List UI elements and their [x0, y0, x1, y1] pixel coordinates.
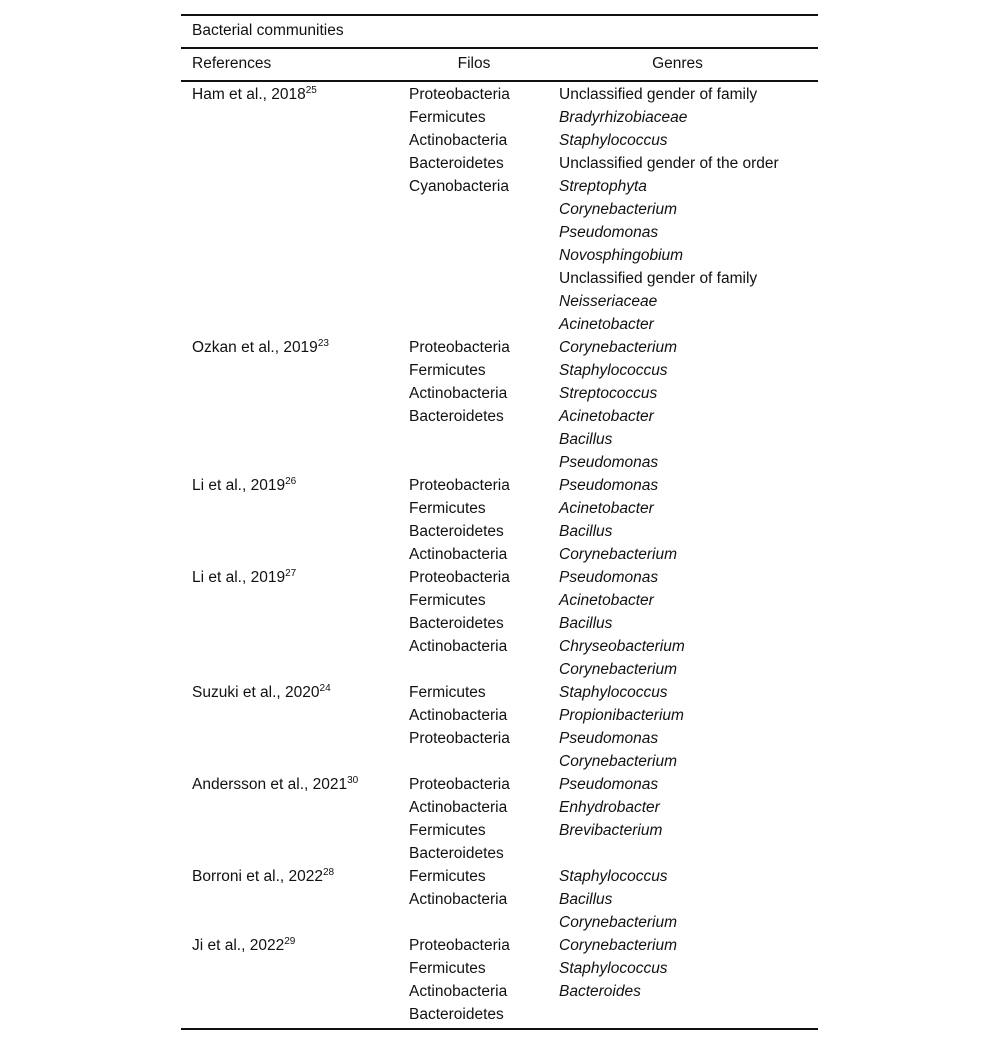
genres-cell: [559, 865, 818, 934]
genre-name: Pseudomonas: [559, 453, 659, 471]
filos-cell: [409, 566, 559, 658]
reference-superscript: 24: [319, 682, 331, 694]
reference-citation: [192, 934, 409, 957]
filos-cell: [409, 336, 559, 428]
genre-name: Novosphingobium: [559, 246, 684, 264]
genre-name: Acinetobacter: [559, 407, 654, 425]
filo-name: Fermicutes: [409, 867, 486, 885]
filo-name: Actinobacteria: [409, 982, 508, 1000]
genres-cell: [559, 474, 818, 566]
genre-name: Bacillus: [559, 522, 613, 540]
reference-citation: [192, 566, 409, 589]
genre-name: Streptococcus: [559, 384, 658, 402]
reference-text: Li et al., 2019: [192, 476, 286, 494]
filo-name: Actinobacteria: [409, 798, 508, 816]
reference-text: Li et al., 2019: [192, 568, 286, 586]
genre-name: Neisseriaceae: [559, 292, 658, 310]
table-row: [181, 566, 818, 681]
bacterial-communities-table: [181, 14, 818, 1030]
table-title: Bacterial communities: [192, 22, 344, 39]
genre-name: Brevibacterium: [559, 821, 663, 839]
reference-cell: [181, 83, 409, 106]
genre-name: Corynebacterium: [559, 660, 678, 678]
reference-citation: [192, 865, 409, 888]
reference-superscript: 27: [285, 567, 297, 579]
filo-name: Proteobacteria: [409, 568, 510, 586]
reference-cell: [181, 566, 409, 589]
reference-citation: [192, 474, 409, 497]
reference-cell: [181, 934, 409, 957]
filo-name: Actinobacteria: [409, 545, 508, 563]
reference-text: Ozkan et al., 2019: [192, 338, 318, 356]
reference-text: Borroni et al., 2022: [192, 867, 323, 885]
filo-name: Proteobacteria: [409, 476, 510, 494]
genre-name: Enhydrobacter: [559, 798, 660, 816]
genres-cell: [559, 83, 818, 336]
table-row: [181, 474, 818, 566]
genre-name: Corynebacterium: [559, 545, 678, 563]
reference-superscript: 23: [317, 337, 329, 349]
filo-name: Proteobacteria: [409, 936, 510, 954]
filo-name: Bacteroidetes: [409, 522, 504, 540]
genre-name: Staphylococcus: [559, 361, 668, 379]
filo-name: Fermicutes: [409, 361, 486, 379]
filo-name: Proteobacteria: [409, 338, 510, 356]
genre-name: Pseudomonas: [559, 223, 659, 241]
genre-name: Bacillus: [559, 614, 613, 632]
filo-name: Proteobacteria: [409, 775, 510, 793]
table-row: [181, 83, 818, 336]
reference-citation: [192, 773, 409, 796]
genre-name: Bacillus: [559, 430, 613, 448]
filo-name: Fermicutes: [409, 499, 486, 517]
filos-cell: [409, 934, 559, 1026]
genre-name: Bacteroides: [559, 982, 641, 1000]
genre-name: Pseudomonas: [559, 729, 659, 747]
genre-name: Streptophyta: [559, 177, 647, 195]
filo-name: Proteobacteria: [409, 729, 510, 747]
genre-name: Unclassified gender of family: [559, 85, 758, 103]
table-row: [181, 865, 818, 934]
column-header-filos: Filos: [457, 55, 491, 72]
reference-superscript: 30: [347, 774, 359, 786]
genre-name: Corynebacterium: [559, 200, 678, 218]
genre-name: Acinetobacter: [559, 591, 654, 609]
genre-name: Staphylococcus: [559, 683, 668, 701]
filos-cell: [409, 474, 559, 566]
reference-text: Ham et al., 2018: [192, 85, 306, 103]
genre-name: Pseudomonas: [559, 476, 659, 494]
genre-name: Chryseobacterium: [559, 637, 685, 655]
reference-superscript: 26: [285, 475, 297, 487]
filo-name: Proteobacteria: [409, 85, 510, 103]
genre-name: Propionibacterium: [559, 706, 684, 724]
reference-citation: [192, 681, 409, 704]
genre-name: Pseudomonas: [559, 568, 659, 586]
reference-superscript: 25: [305, 84, 317, 96]
genre-name: Acinetobacter: [559, 315, 654, 333]
genres-cell: [559, 773, 818, 842]
filo-name: Actinobacteria: [409, 706, 508, 724]
genres-cell: [559, 681, 818, 773]
filo-name: Fermicutes: [409, 108, 486, 126]
genre-name: Staphylococcus: [559, 959, 668, 977]
reference-superscript: 28: [322, 866, 335, 878]
filo-name: Bacteroidetes: [409, 154, 504, 172]
reference-text: Andersson et al., 2021: [192, 775, 348, 793]
reference-cell: [181, 865, 409, 888]
genre-name: Unclassified gender of family: [559, 269, 758, 287]
reference-citation: [192, 83, 409, 106]
genre-name: Corynebacterium: [559, 936, 678, 954]
filo-name: Fermicutes: [409, 821, 486, 839]
table-row: [181, 336, 818, 474]
reference-citation: [192, 336, 409, 359]
table-body: [181, 82, 818, 1028]
table-bottom-rule: [181, 1028, 818, 1030]
genre-name: Corynebacterium: [559, 752, 678, 770]
filo-name: Bacteroidetes: [409, 844, 504, 862]
genre-name: Bacillus: [559, 890, 613, 908]
reference-cell: [181, 336, 409, 359]
filo-name: Cyanobacteria: [409, 177, 509, 195]
filos-cell: [409, 865, 559, 911]
genre-name: Acinetobacter: [559, 499, 654, 517]
column-header-references: References: [192, 55, 272, 72]
table-row: [181, 681, 818, 773]
table-header-row: [181, 49, 818, 80]
reference-text: Ji et al., 2022: [192, 936, 285, 954]
reference-cell: [181, 681, 409, 704]
filo-name: Fermicutes: [409, 959, 486, 977]
filo-name: Fermicutes: [409, 591, 486, 609]
reference-cell: [181, 474, 409, 497]
genres-cell: [559, 336, 818, 474]
genre-name: Unclassified gender of the order: [559, 154, 779, 172]
reference-superscript: 29: [284, 935, 296, 947]
reference-text: Suzuki et al., 2020: [192, 683, 320, 701]
filo-name: Actinobacteria: [409, 890, 508, 908]
genre-name: Corynebacterium: [559, 338, 678, 356]
filo-name: Fermicutes: [409, 683, 486, 701]
column-header-genres: Genres: [652, 55, 703, 72]
table-row: [181, 934, 818, 1026]
filo-name: Actinobacteria: [409, 131, 508, 149]
filo-name: Bacteroidetes: [409, 1005, 504, 1023]
filos-cell: [409, 83, 559, 198]
genres-cell: [559, 934, 818, 1003]
genre-name: Corynebacterium: [559, 913, 678, 931]
genres-cell: [559, 566, 818, 681]
filo-name: Actinobacteria: [409, 384, 508, 402]
filos-cell: [409, 681, 559, 750]
genre-name: Pseudomonas: [559, 775, 659, 793]
filos-cell: [409, 773, 559, 865]
filo-name: Actinobacteria: [409, 637, 508, 655]
genre-name: Staphylococcus: [559, 867, 668, 885]
table-row: [181, 773, 818, 865]
genre-name: Staphylococcus: [559, 131, 668, 149]
filo-name: Bacteroidetes: [409, 614, 504, 632]
table-title-row: [181, 16, 818, 47]
filo-name: Bacteroidetes: [409, 407, 504, 425]
genre-name: Bradyrhizobiaceae: [559, 108, 688, 126]
reference-cell: [181, 773, 409, 796]
